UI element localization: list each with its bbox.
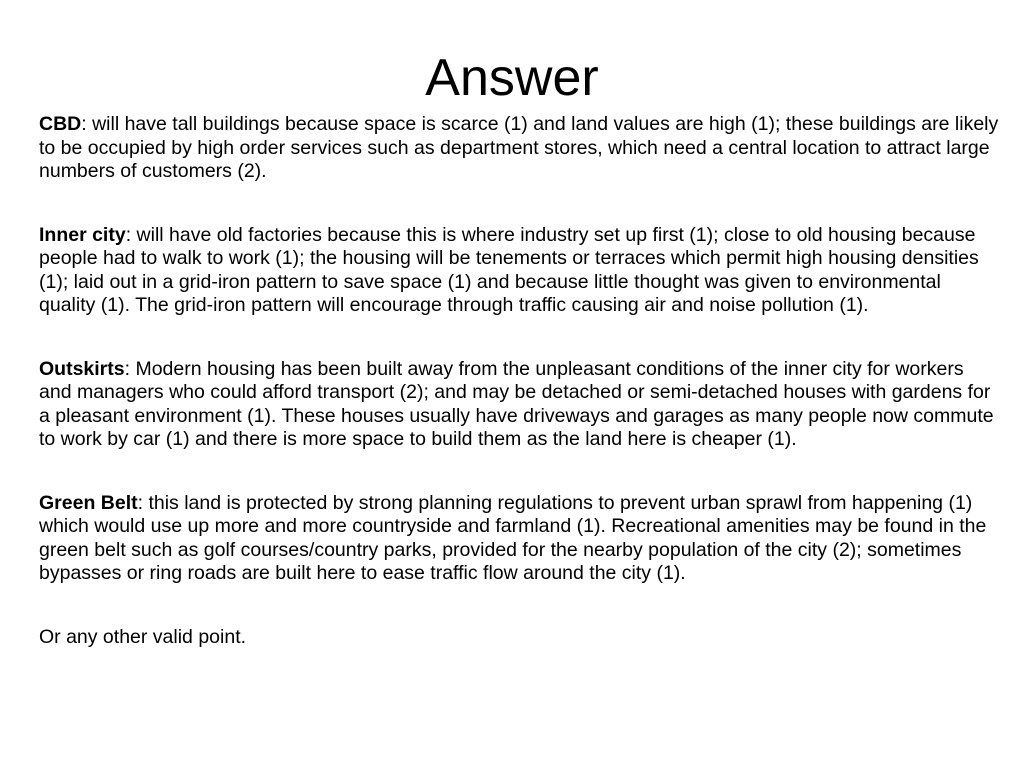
term-cbd: CBD — [39, 113, 82, 135]
paragraph-cbd — [39, 113, 1001, 184]
text-inner-city: : will have old factories because this is where industry set up first (1); close to old housing because people had to walk to work (1); the housing will be tenements or terraces which permit high housing densities (1); laid out in a grid-iron pattern to save space (1) and because little thought was given to environmental quality (1). The grid-iron pattern will encourage through traffic causing air and noise pollution (1). — [39, 223, 979, 316]
closing-note: Or any other valid point. — [39, 625, 247, 648]
paragraph-inner-city — [39, 224, 1001, 318]
text-green-belt: : this land is protected by strong planning regulations to prevent urban sprawl from happening (1) which would use up more and more countryside and farmland (1). Recreational amenities may be found in the green belt such as golf courses/country parks, provided for the nearby population of the city (2); sometimes bypasses or ring roads are built here to ease traffic flow around the city (1). — [39, 491, 987, 584]
paragraph-outskirts — [39, 358, 1001, 452]
text-outskirts: : Modern housing has been built away from the unpleasant conditions of the inner city for workers and managers who could afford transport (2); and may be detached or semi-detached houses with gardens for a pleasant environment (1). These houses usually have driveways and garages as many people now commute to work by car (1) and there is more space to build them as the land here is cheaper (1). — [39, 357, 994, 450]
term-green-belt: Green Belt — [39, 491, 138, 514]
slide-body — [39, 113, 1001, 649]
paragraph-green-belt — [39, 492, 1001, 586]
slide-title: Answer — [425, 49, 599, 107]
term-inner-city: Inner city — [39, 223, 126, 246]
term-outskirts: Outskirts — [39, 357, 125, 380]
text-cbd: : will have tall buildings because space is scarce (1) and land values are high (1); these buildings are likely to be occupied by high order services such as department stores, which need a central location to attract large numbers of customers (2). — [39, 113, 999, 182]
